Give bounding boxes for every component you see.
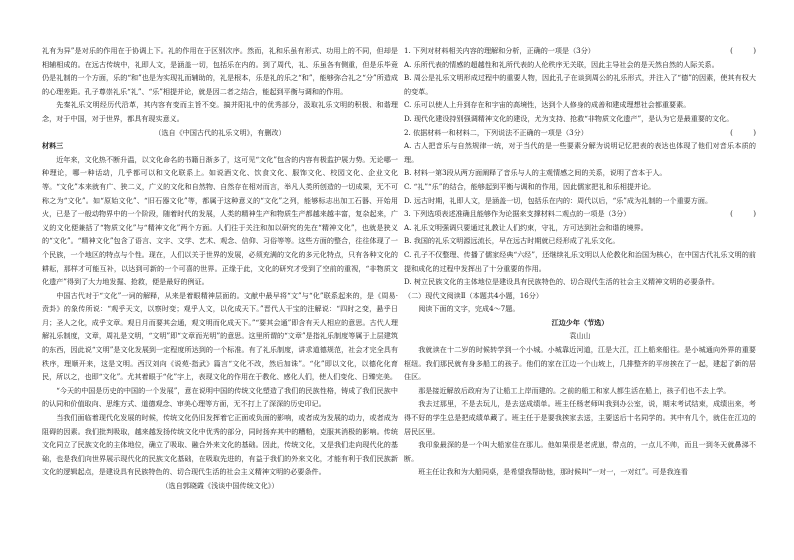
- paragraph: 中国古代对于“文化”一词的解释，从来是着眼精神层面的。文献中最早将“文”与“化”联系起来的，是《周易·贲卦》的象传所说：“观乎天文，以察时变；观乎人文，以化成天下。”晋代人干宝的注解说：“四时之变，悬乎日月；圣人之化，成乎文章。观日月而要其会通，观文明而化成天下。”“要其会通”即含有天人相应的意思。古代人理解礼乐制度，文章，周礼是文明，“文明”即“文章而光明”的意思。这里所谓的“文章”是指礼乐制度等属于上层建筑的东西，因此说“文明”是文化发展到一定程度所达到的一个标准。有了礼乐制度，讲求道德规范，社会才完全具有秩序，理顺开来，这是文明。西汉刘向《说苑·指武》篇言“文化不改，然后加诛”。“化”即以文化，以德化化育民，所以之，也即“文化”。尤其着眼于“化”字上，表现文化的作用在于教化、感化人们，使人们变化、日臻完美。: [42, 290, 398, 382]
- story-author: 袁山山: [569, 331, 591, 341]
- question-stem: 2. 依据材料一和材料二，下列说法不正确的一项是（3分）: [404, 127, 588, 137]
- option-d: D. 现代化建设持别强调精神文化的建设，尤为支持、抢救“非物质文化遗产”，是认为它是最重要的文化。: [404, 113, 734, 123]
- option-a: A. 乐所代表的情感的超越性和礼所代表的人伦秩序无关联，因此主导社会的是天然自然的人际关系。: [404, 59, 719, 69]
- story-paragraph: 我去过那里，不是去玩儿，是去送成绩单。班主任杨老师叫我到办公室，说，期末考试结束，成绩出来，考得不好的学生总是把成绩单藏了。班主任于是要我挨家去送，主要送后十名同学的。其中有几个，就住在江边的居民区里。: [404, 399, 756, 436]
- left-column: [42, 44, 398, 493]
- paragraph: “今天的中国是历史的中国的一个发展”，意在说明中国的传统文化塑造了我们的民族性格，铸成了我们民族中的认同和价值取向、思维方式、道德观念、审美心理等方面，无不打上了深深的历史印记。: [42, 385, 398, 409]
- source-note: （选自郭晓霞《浅谈中国传统文化》）: [161, 481, 279, 490]
- answer-blank: ( ): [730, 46, 756, 55]
- source-note: （选自《中国古代的礼乐文明》，有删改）: [154, 127, 286, 137]
- option-d: D. 树立民族文化的主体地位是建设具有民族特色的、切合现代生活的社会主义精神文明的必要条件。: [404, 277, 719, 287]
- option-d: D. 远古时期，礼即人文，是涵盖一切，包括乐在内的：周代以后，“乐”成为礼制的一个重要方面。: [404, 195, 713, 205]
- paragraph: 礼有为异”是对乐的作用在于协调上下。礼的作用在于区别次序。然而，礼和乐虽有形式、功用上的不同，但却是相辅相成的。在远古传统中，礼即人文，是涵盖一切，包括乐在内的。到了周代，礼、乐虽各有侧重，但是乐毕竟仍是礼制的一个方面，乐的“和”也是为实现礼而辅助的，礼是根本，乐是礼的乐之“和”，能够弥合礼之“分”所造成的心理差距。孔子尊崇礼乐“礼”、“乐”相提并论，就是因二者之结合，能起到平衡与调和的作用。: [42, 46, 398, 96]
- paragraph: 近年来，文化热不断升温，以文化命名的书籍日渐多了，这可见“文化”包含的内容有极监护展力势。无论哪一种理论，哪一种话动，几乎都可以和文化联系上。如说酒文化、饮食文化、服饰文化、校园文化、企业文化等。“文化”本来就有广、狭二义，广义的文化和自然物、自然存在相对而言，举凡人类所创造的一切成果，无不可称之为“文化”。如“原始文化”、“旧石器文化”等，都属于这种意义的“文化”之列，能够标志出加工石器、开始用火，已是了一般动物界中的一个阶段，随着时代的发展，人类的精神生产和物质生产都越来越丰富，复杂起来，广义的文化便兼括了“物质文化”与“精神文化”两个方面。人们往于关注和加以研究的先在“精神文化”，也就是狭义的“文化”。“精神文化”包含了语言、文字、文学、艺术、观念、信仰、习俗等等。这些方面的整合，往往体现了一个民族，一个地区的特点与个性。现在，人们以关于世界的发展，必须充满的文化的多元化特点，只有各种文化的耕耘，那样才可能互补，以达到可新的一个可喜的世界。正缘于此，文化的研究才受到了空前的重视，“非物质文化遗产”得到了大力地发掘、抢救，便是最好的例证。: [42, 154, 398, 287]
- answer-blank: ( ): [730, 127, 756, 137]
- question-stem: 3. 下列选项表述准确且能够作为论据来支撑材料二观点的一项是（3分）: [404, 209, 631, 219]
- option-c: C. 乐可以使人上升到存在和宇宙的高境性，达到个人修身的成善和建成理想社会都重要素。: [404, 100, 691, 110]
- story-paragraph: 那是接近解放后政府为了让船工上岸而建的。之前的船工和家人都生活在船上，孩子们也不去上学。: [418, 385, 731, 395]
- option-b: B. 材料一第3段从两方面阐释了音乐与人的主观情感之间的关系，说明了音本于人。: [404, 168, 667, 178]
- option-c: C. “礼”“乐”的结合，能够起到平衡与调和的作用，因此儒家把礼和乐相提并论。: [404, 181, 656, 191]
- story-title: 江边少年（节选）: [551, 317, 609, 327]
- answer-blank: ( ): [730, 209, 756, 219]
- paragraph: 当我们面临着现代化发展的时候，传统文化仍旧发挥着它正面或负面的影响，或者成为发展的动力，或者成为阻碍的因素。我们批判吸取，越来越发扬传统文化中优秀的部分，同时扬弃其中的糟粕，克服其消极的影响。传统文化同立了民族文化的主体地位，确立了吸取、融合外来文化的基础。因此，传统文化，又是我们走向现代化的基础，也是我们向世界展示现代化的民族文化基础，在吸取先进的，有益于我们的外来文化，才能有利于我们民族新文化的逻辑起点，是建设具有民族特色的、切合现代生活的社会主义精神文明的必要条件。: [42, 413, 398, 477]
- option-b: B. 我国的礼乐文明源远流长，早在远古时期就已经形成了礼乐文化。: [404, 236, 620, 246]
- question-1: [404, 44, 756, 58]
- option-a: A. 礼乐文明强调只要通过礼教让人们约束，守礼，方可达到社会和谐的境界。: [404, 222, 648, 232]
- story-paragraph: 我印象最深的是一个叫大船家住在那儿。他如果很是老虎崽，带点的，一点儿不帅，而且一到冬天就鼻涕不断。: [404, 440, 756, 463]
- paragraph: 先秦礼乐文明经历代沿革，其内容有变而主旨不变。搞并阳礼中的优秀部分，汲取礼乐文明的积极、和谐理念，对于中国，对于世界，都具有现实意义。: [42, 100, 398, 123]
- option-c: C. 孔子不仅整理、传播了儒家经典“六经”，还继续礼乐文明以人伦教化和治国为核心，在中国古代礼乐文明的前提和成化的过程中发挥出了十分重要的作用。: [404, 249, 756, 273]
- question-3: [404, 207, 756, 221]
- material-heading: 材料三: [42, 141, 64, 151]
- section-instructions: 阅读下面的文字，完成4～7题。: [418, 304, 520, 314]
- story-paragraph: 班主任让我和为大船同桌，是希望我帮助他，那时候叫“一对一，一对红”。可是我连看: [418, 467, 688, 477]
- section-heading: （二）现代文阅读Ⅱ（本题共4小题，16分）: [404, 290, 543, 300]
- story-paragraph: 我就读在十二岁的时候转学到一个小城。小城靠近河道，江是大江，江上船来船往。是小城通向外界的重要枢纽。我们那民就有身多船工的孩子。他们的家在江边一个山坡上，几排整齐的平房挨在了一起，建起了新的居住区。: [404, 345, 756, 382]
- option-a: A. 古人把音乐与自然规律一统，对于当代的是一些要素分解为说明记忆把表的表达也体现了他们对音乐本质的理。: [404, 141, 756, 164]
- question-stem: 1. 下列对材料相关内容的理解和分析，正确的一项是（3分）: [404, 46, 595, 55]
- question-2: [404, 126, 756, 140]
- option-b: B. 周公是礼乐文明形成过程中的重要人物，因此孔子在谈到周公的礼乐形式，并注入了“德”的因素，使其有权大的变革。: [404, 73, 756, 96]
- right-column: [404, 44, 756, 479]
